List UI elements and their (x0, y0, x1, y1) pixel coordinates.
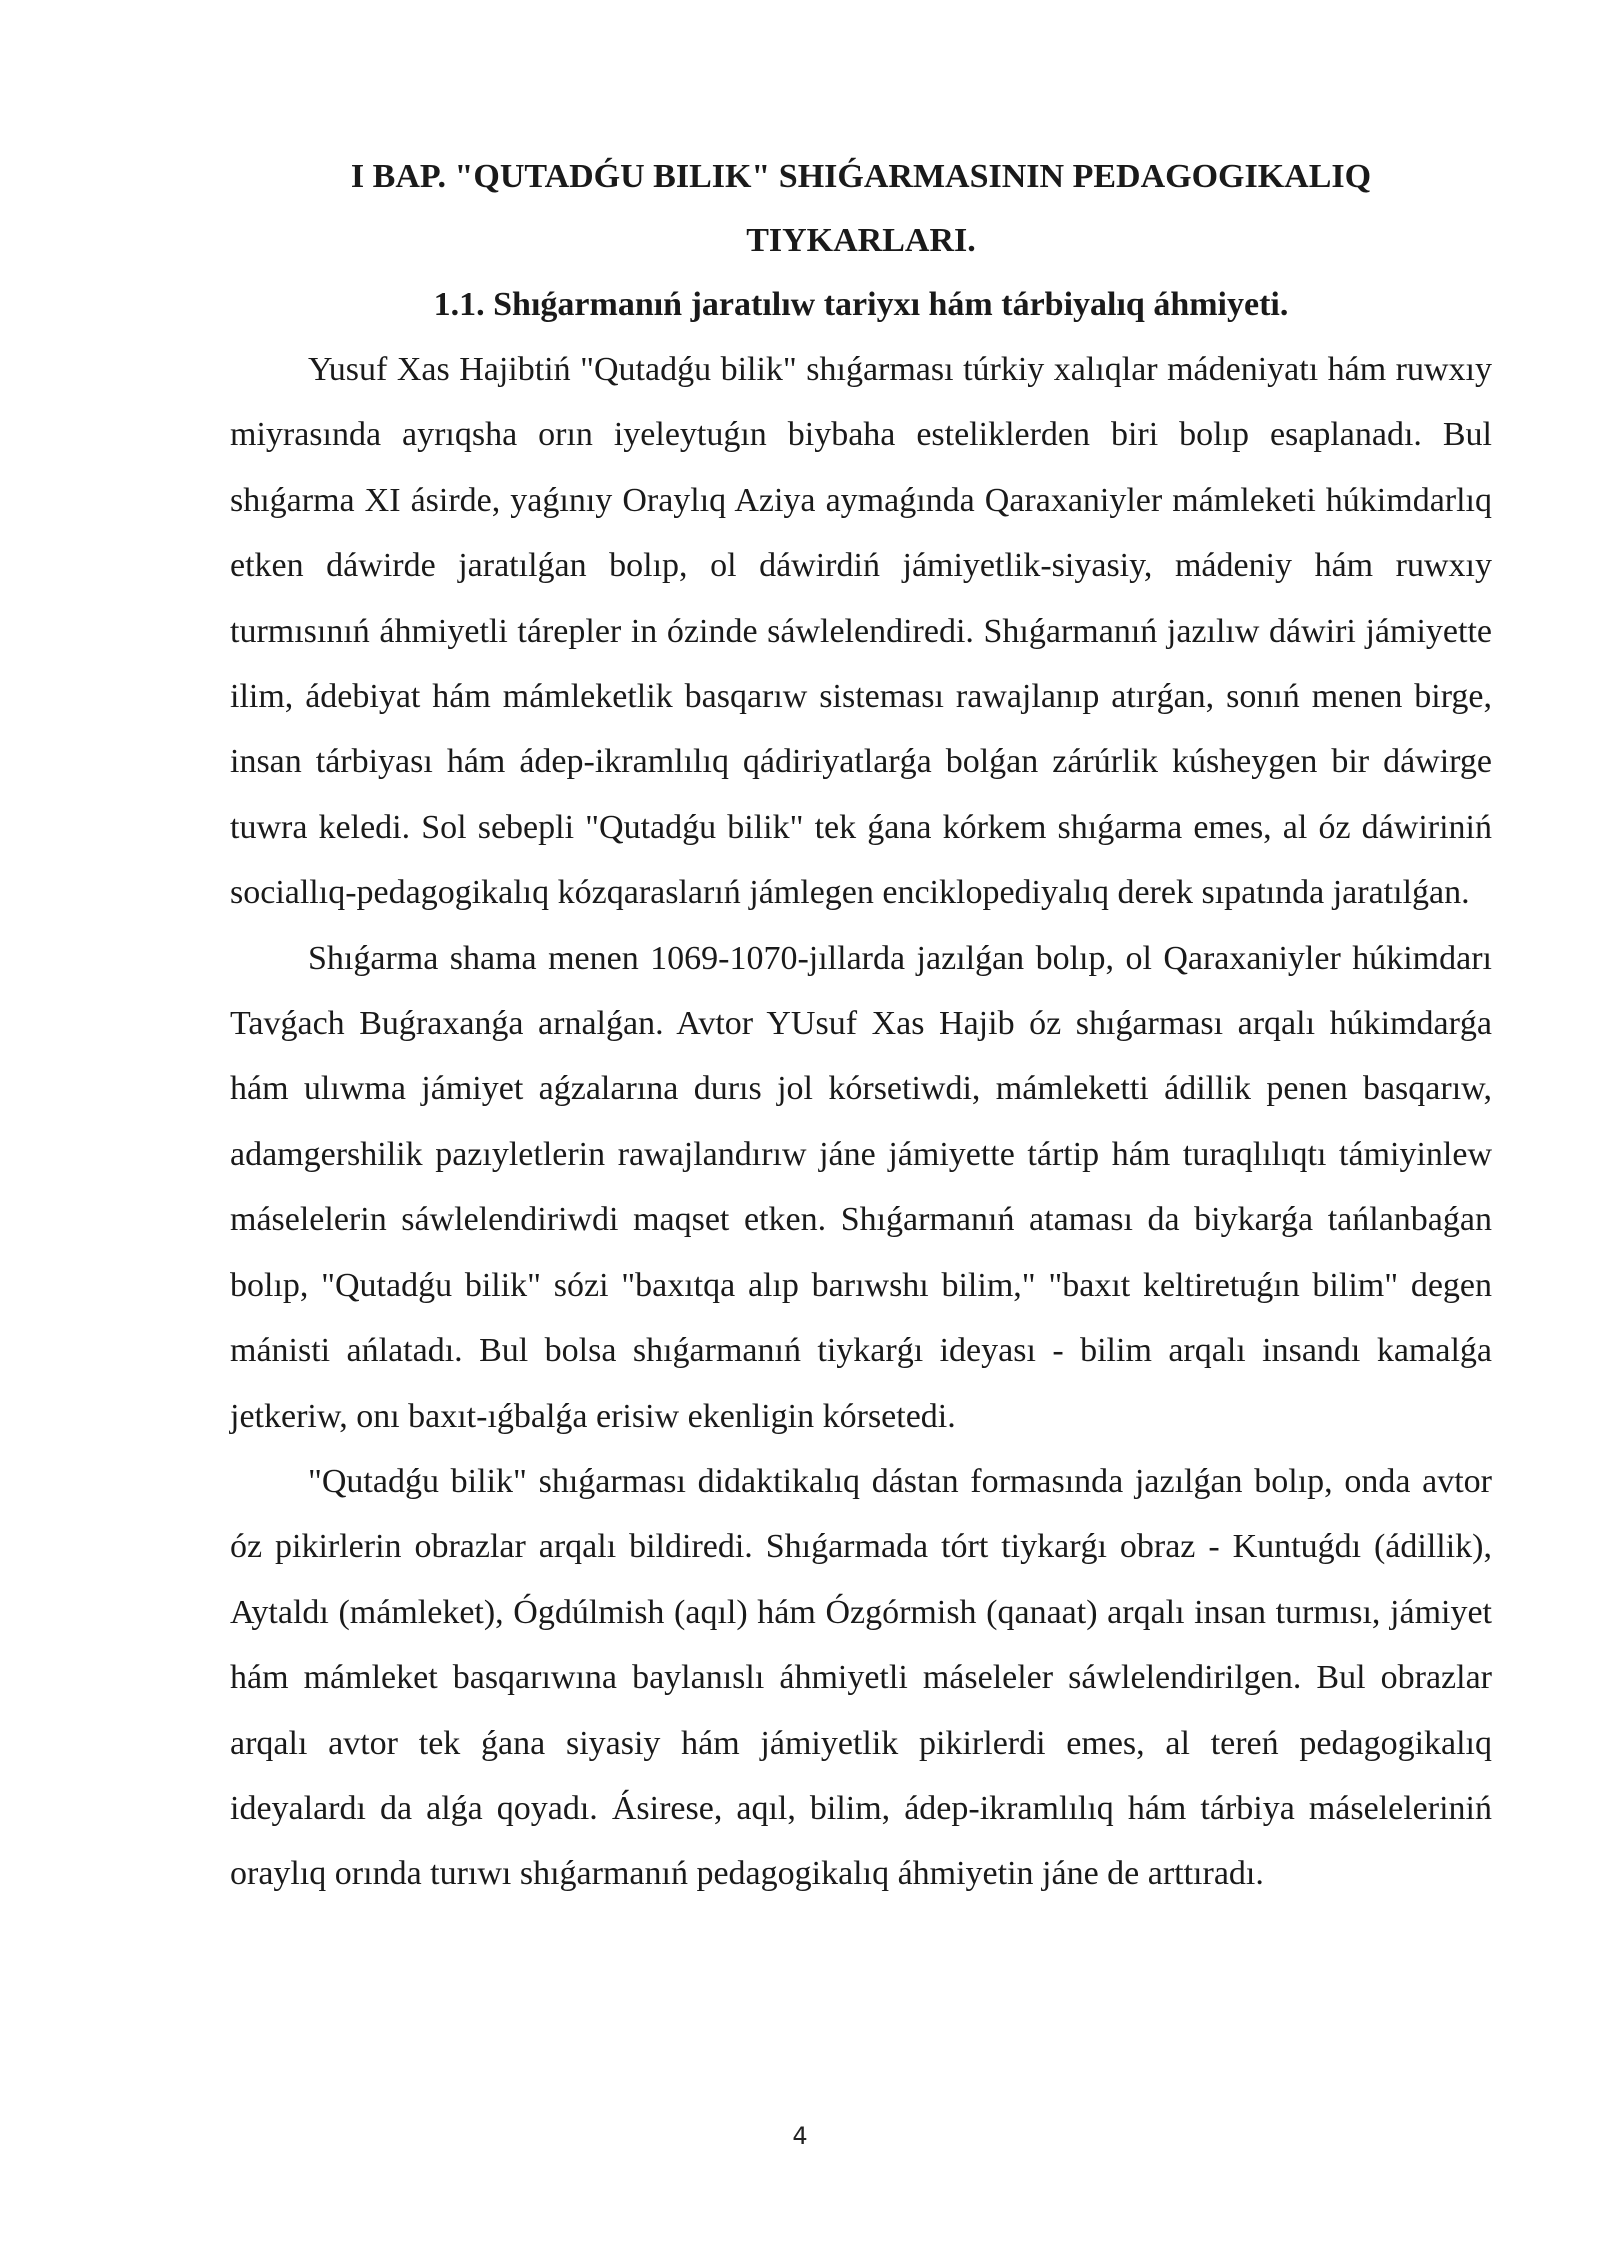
paragraph-1: Yusuf Xas Hajibtiń "Qutadǵu bilik" shıǵarması túrkiy xalıqlar mádeniyatı hám ruwxıy miyrasında ayrıqsha orın iyeleytuǵın biybaha esteliklerden biri bolıp esaplanadı. Bul shıǵarma XI ásirde, yaǵınıy Oraylıq Aziya aymaǵında Qaraxaniyler mámleketi húkimdarlıq etken dáwirde jaratılǵan bolıp, ol dáwirdiń jámiyetlik-siyasiy, mádeniy hám ruwxıy turmısınıń áhmiyetli tárepler in ózinde sáwlelendiredi. Shıǵarmanıń jazılıw dáwiri jámiyette ilim, ádebiyat hám mámleketlik basqarıw sisteması rawajlanıp atırǵan, sonıń menen birge, insan tárbiyası hám ádep-ikramlılıq qádiriyatlarǵa bolǵan zárúrlik kúsheygen bir dáwirge tuwra keledi. Sol sebepli "Qutadǵu bilik" tek ǵana kórkem shıǵarma emes, al óz dáwiriniń sociallıq-pedagogikalıq kózqaraslarıń jámlegen enciklopediyalıq derek sıpatında jaratılǵan. (230, 351, 1492, 912)
chapter-title-line-1: I BAP. "QUTADǴU BILIK" SHIǴARMASININ PEDAGOGIKALIQ (350, 158, 1372, 195)
page-number: 4 (792, 2122, 808, 2150)
paragraph-3: "Qutadǵu bilik" shıǵarması didaktikalıq dástan formasında jazılǵan bolıp, onda avtor óz pikirlerin obrazlar arqalı bildiredi. Shıǵarmada tórt tiykarǵı obraz - Kuntuǵdı (ádillik), Aytaldı (mámleket), Ógdúlmish (aqıl) hám Ózgórmish (qanaat) arqalı insan turmısı, jámiyet hám mámleket basqarıwına baylanıslı áhmiyetli máseleler sáwlelendirilgen. Bul obrazlar arqalı avtor tek ǵana siyasiy hám jámiyetlik pikirlerdi emes, al tereń pedagogikalıq ideyalardı da alǵa qoyadı. Ásirese, aqıl, bilim, ádep-ikramlılıq hám tárbiya máseleleriniń oraylıq orında turıwı shıǵarmanıń pedagogikalıq áhmiyetin jáne de arttıradı. (230, 1462, 1492, 1893)
chapter-title (230, 145, 1492, 273)
paragraph-2: Shıǵarma shama menen 1069-1070-jıllarda jazılǵan bolıp, ol Qaraxaniyler húkimdarı Tavǵach Buǵraxanǵa arnalǵan. Avtor YUsuf Xas Hajib óz shıǵarması arqalı húkimdarǵa hám ulıwma jámiyet aǵzalarına durıs jol kórsetiwdi, mámleketti ádillik penen basqarıw, adamgershilik pazıyletlerin rawajlandırıw jáne jámiyette tártip hám turaqlılıqtı támiyinlew máselelerin sáwlelendiriwdi maqset etken. Shıǵarmanıń ataması da biykarǵa tańlanbaǵan bolıp, "Qutadǵu bilik" sózi "baxıtqa alıp barıwshı bilim," "baxıt keltiretuǵın bilim" degen mánisti ańlatadı. Bul bolsa shıǵarmanıń tiykarǵı ideyası - bilim arqalı insandı kamalǵa jetkeriw, onı baxıt-ıǵbalǵa erisiw ekenligin kórsetedi. (230, 939, 1492, 1435)
section-title: 1.1. Shıǵarmanıń jaratılıw tariyxı hám tárbiyalıq áhmiyeti. (433, 286, 1289, 323)
document-page (230, 145, 1492, 1907)
chapter-title-line-2: TIYKARLARI. (746, 222, 976, 259)
